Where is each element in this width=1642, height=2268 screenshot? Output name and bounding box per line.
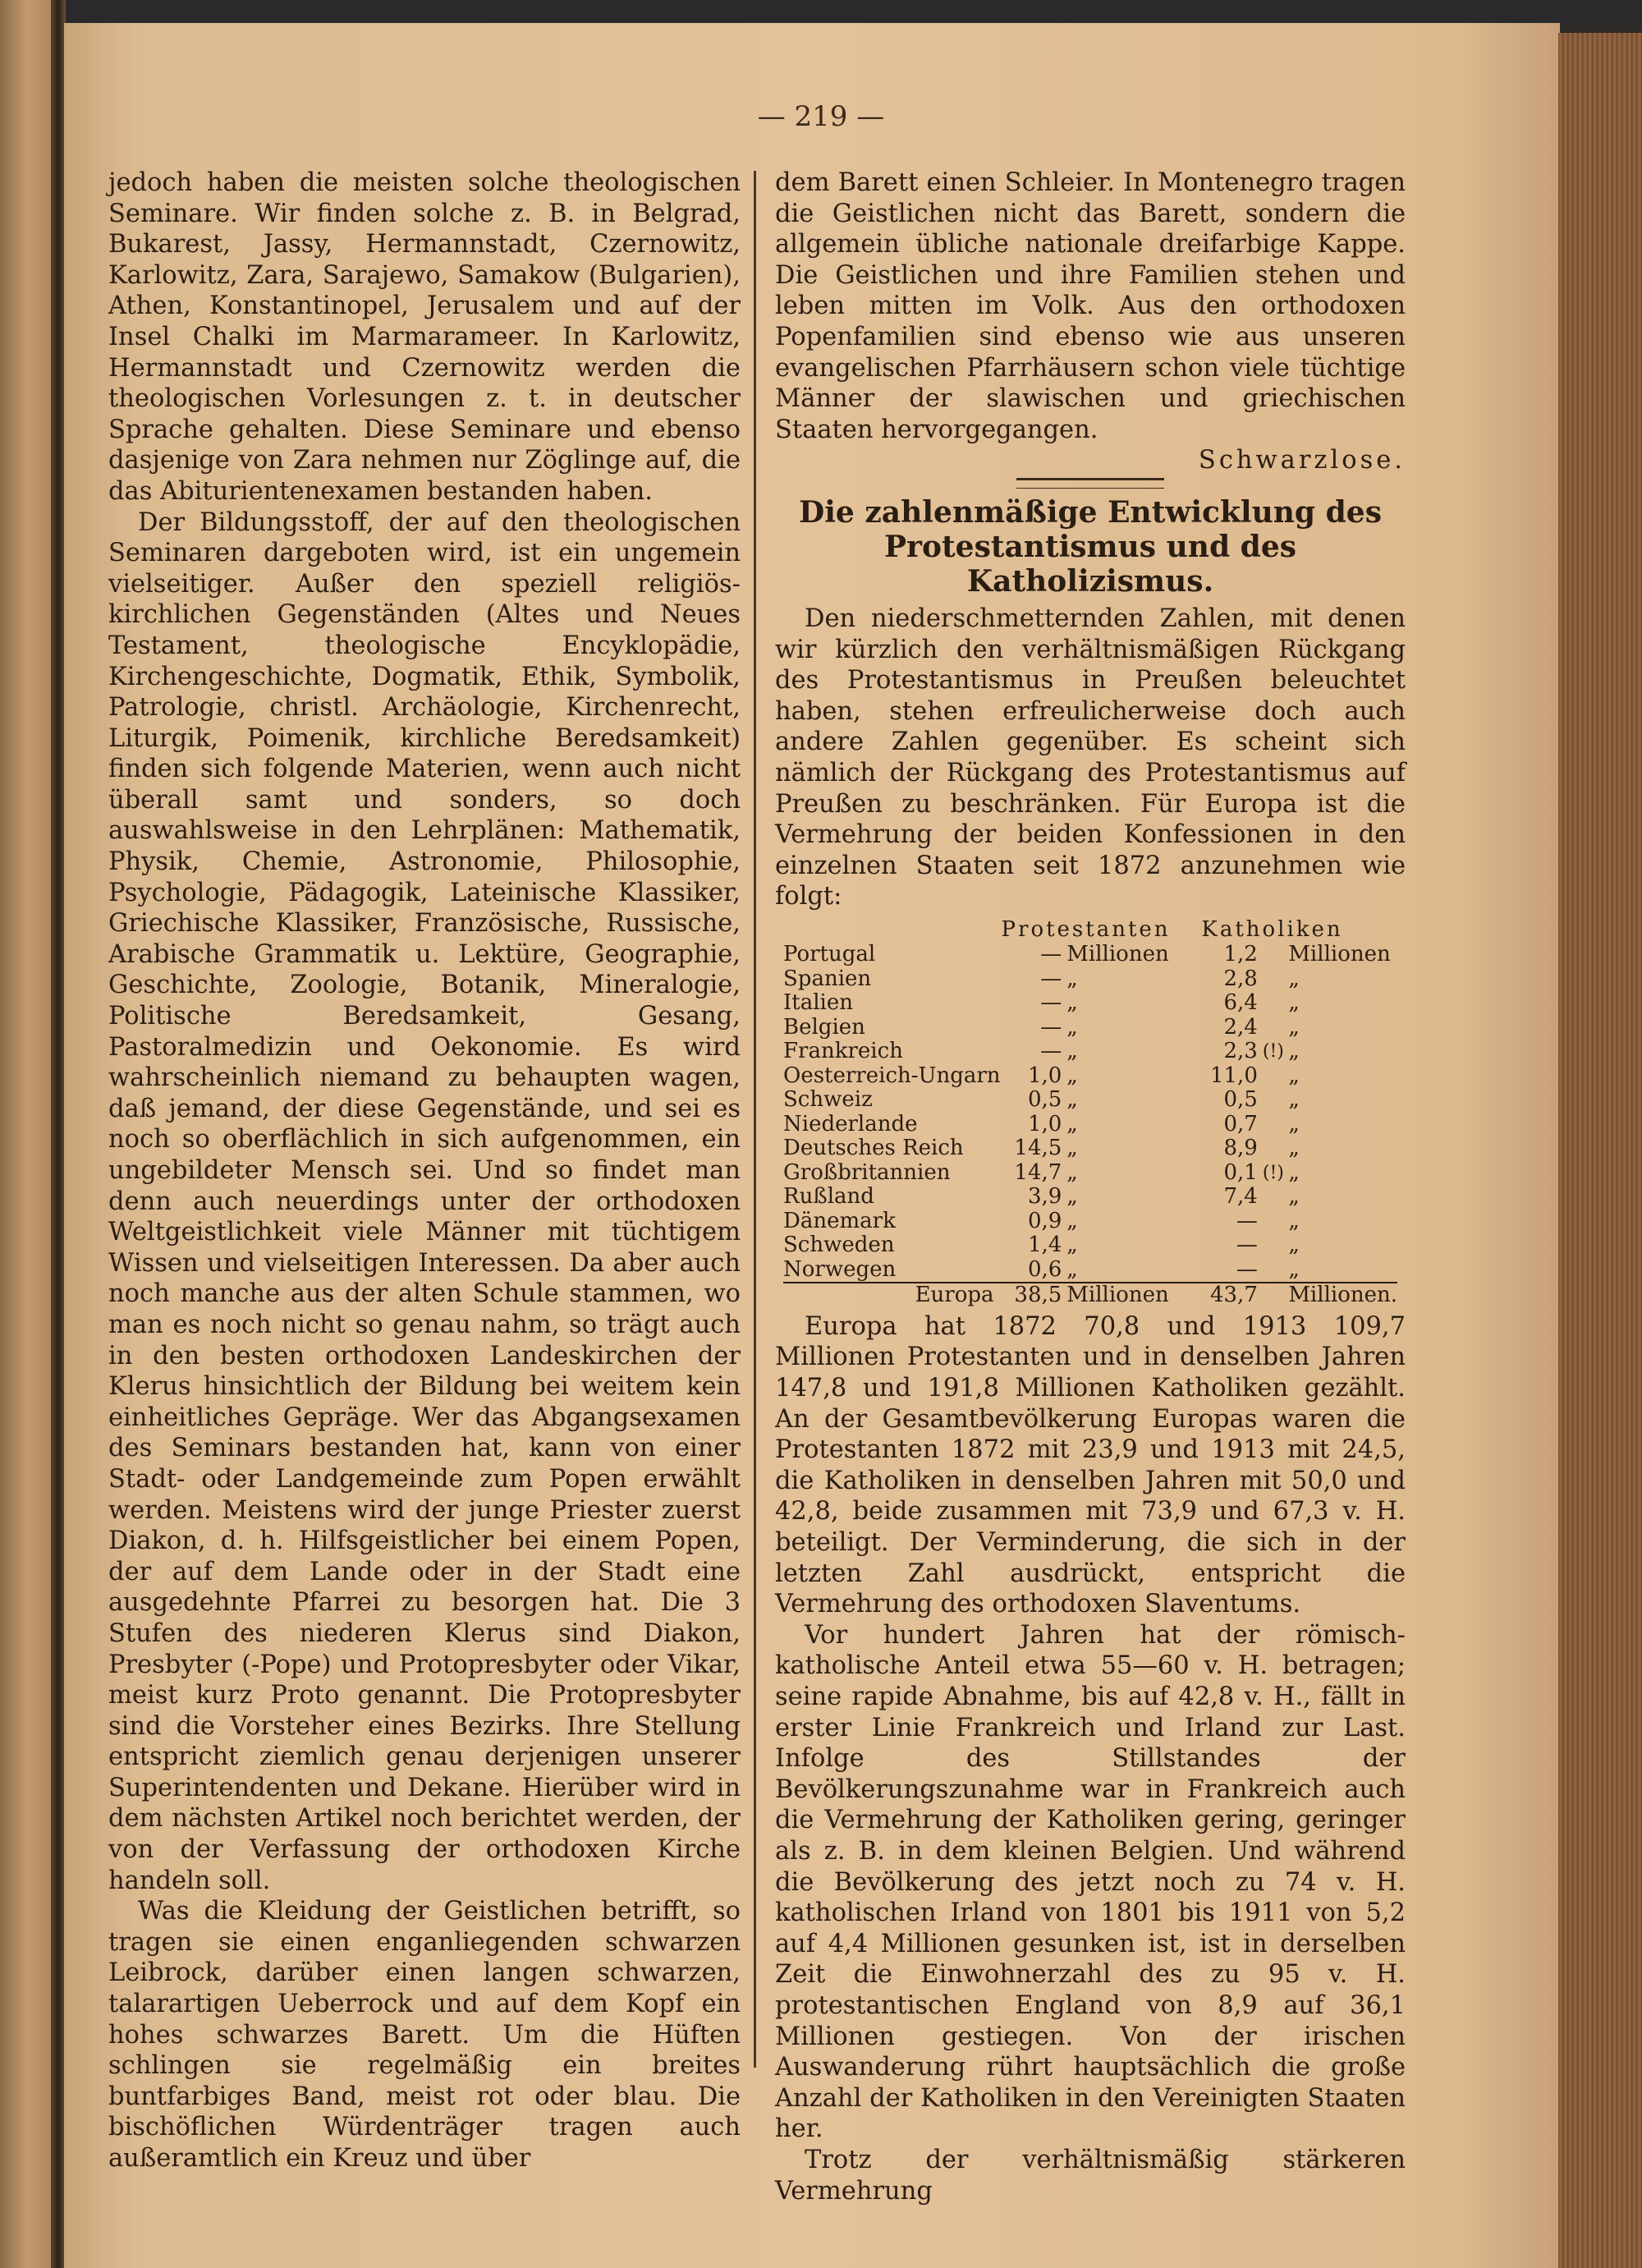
- author-signature: Schwarzlose.: [1198, 446, 1406, 475]
- protestants-unit-cell: Millionen: [1066, 942, 1169, 967]
- country-cell: Norwegen: [783, 1256, 897, 1282]
- catholics-cell: 2,8: [1223, 966, 1258, 991]
- catholics-mark-cell: [1263, 991, 1288, 1016]
- protestants-unit-cell: „: [1066, 1208, 1078, 1233]
- catholics-unit-cell: „: [1288, 1039, 1300, 1064]
- continued-paragraph: dem Barett einen Schleier. In Montenegro tragen die Geistlichen nicht das Barett, sondern die allgemein übliche nationale dreifarbige Kappe. Die Geistlichen und ihre Familien stehen und leben mitten im Volk. Aus den orthodoxen Popenfamilien sind ebenso wie aus unseren evangelischen Pfarrhäusern schon viele tüchtige Männer der slawischen und griechischen Staaten hervorgegangen.: [775, 168, 1406, 444]
- catholics-unit-cell: „: [1288, 1063, 1300, 1088]
- table-row: [783, 967, 1397, 992]
- left-paragraph-3: Was die Kleidung der Geistlichen betrifft, so tragen sie einen enganliegenden schwarzen Leibrock, darüber einen langen schwarzen, talarartigen Ueberrock und auf dem Kopf ein hohes schwarzes Barett. Um die Hüften schlingen sie regelmäßig ein breites buntfarbiges Band, meist rot oder blau. Die bischöflichen Würdenträger tragen auch außeramtlich ein Kreuz und über: [108, 1897, 741, 2173]
- catholics-mark-cell: [1263, 1064, 1288, 1089]
- country-cell: Rußland: [783, 1184, 874, 1210]
- country-cell: Belgien: [783, 1014, 865, 1040]
- protestants-cell: 0,5: [1027, 1087, 1062, 1113]
- protestants-unit-cell: „: [1066, 1014, 1078, 1040]
- header-catholics: Katholiken: [1201, 916, 1343, 942]
- catholics-mark-cell: [1263, 943, 1288, 967]
- country-cell: Schweden: [783, 1233, 895, 1258]
- catholics-cell: 11,0: [1209, 1063, 1258, 1088]
- table-body: [783, 943, 1397, 1283]
- protestants-cell: 1,4: [1027, 1233, 1062, 1258]
- catholics-mark-cell: [1263, 1113, 1288, 1137]
- country-cell: Großbritannien: [783, 1159, 951, 1185]
- protestants-unit-cell: „: [1066, 1184, 1078, 1210]
- country-cell: Spanien: [783, 966, 872, 991]
- table-row: [783, 943, 1397, 967]
- left-paragraph-1: jedoch haben die meisten solche theologischen Seminare. Wir finden solche z. B. in Belgrad, Bukarest, Jassy, Hermannstadt, Czernowitz, Karlowitz, Zara, Sarajewo, Samakow (Bulgarien), Athen, Konstantinopel, Jerusalem und auf der Insel Chalki im Marmarameer. In Karlowitz, Hermannstadt und Czernowitz werden die theologischen Vorlesungen z. t. in deutscher Sprache gehalten. Diese Seminare und ebenso dasjenige von Zara nehmen nur Zöglinge auf, die das Abiturientenexamen bestanden haben.: [108, 168, 741, 506]
- protestants-unit-cell: „: [1066, 1063, 1078, 1088]
- protestants-cell: —: [1040, 966, 1062, 991]
- table-row: [783, 1088, 1397, 1113]
- section-rule: [1016, 478, 1164, 489]
- table-row: [783, 1016, 1397, 1040]
- country-cell: Frankreich: [783, 1039, 903, 1064]
- catholics-cell: 8,9: [1223, 1136, 1258, 1161]
- catholics-unit-cell: „: [1288, 1159, 1300, 1185]
- country-cell: Dänemark: [783, 1208, 896, 1233]
- catholics-unit-cell: „: [1288, 1111, 1300, 1136]
- protestants-cell: 1,0: [1027, 1111, 1062, 1136]
- catholics-cell: 6,4: [1223, 990, 1258, 1016]
- table-row: [783, 1185, 1397, 1210]
- protestants-cell: —: [1040, 942, 1062, 967]
- protestants-cell: 3,9: [1027, 1184, 1062, 1210]
- protestants-cell: —: [1040, 990, 1062, 1016]
- catholics-cell: 0,1: [1223, 1159, 1258, 1185]
- table-row: [783, 1040, 1397, 1064]
- table-header-row: [783, 917, 1397, 943]
- protestants-cell: 14,5: [1014, 1136, 1062, 1161]
- right-column: [775, 168, 1406, 2206]
- protestants-unit-cell: „: [1066, 990, 1078, 1016]
- catholics-mark-cell: (!): [1262, 1162, 1284, 1183]
- catholics-unit-cell: „: [1288, 1136, 1300, 1161]
- catholics-mark-cell: [1263, 1233, 1288, 1258]
- protestants-unit-cell: „: [1066, 1233, 1078, 1258]
- protestants-unit-cell: „: [1066, 966, 1078, 991]
- left-column: [108, 168, 741, 2174]
- catholics-cell: —: [1236, 1233, 1258, 1258]
- article-heading-line-1: Die zahlenmäßige Entwicklung des: [799, 494, 1382, 530]
- article-paragraph-4: Trotz der verhältnismäßig stärkeren Vermehrung: [775, 2145, 1406, 2206]
- country-cell: Portugal: [783, 942, 876, 967]
- catholics-unit-cell: „: [1288, 1014, 1300, 1040]
- table-row: [783, 1113, 1397, 1137]
- total-catholics: 43,7: [1200, 1283, 1262, 1308]
- catholics-cell: 7,4: [1223, 1184, 1258, 1210]
- protestants-cell: —: [1040, 1039, 1062, 1064]
- protestants-cell: 14,7: [1014, 1159, 1062, 1185]
- protestants-unit-cell: „: [1066, 1039, 1078, 1064]
- catholics-unit-cell: „: [1288, 990, 1300, 1016]
- table-row: [783, 1210, 1397, 1234]
- catholics-unit-cell: Millionen: [1288, 942, 1391, 967]
- signature-line: [775, 445, 1406, 476]
- catholics-unit-cell: „: [1288, 1184, 1300, 1210]
- total-label: Europa: [783, 1283, 1001, 1308]
- catholics-mark-cell: [1263, 1210, 1288, 1234]
- table-row: [783, 991, 1397, 1016]
- catholics-mark-cell: [1263, 1016, 1288, 1040]
- protestants-unit-cell: „: [1066, 1087, 1078, 1113]
- article-heading-line-2: Protestantismus und des Katholizismus.: [883, 529, 1296, 599]
- page-block-edge: [1558, 33, 1642, 2268]
- catholics-cell: 2,4: [1223, 1014, 1258, 1040]
- protestants-unit-cell: „: [1066, 1256, 1078, 1282]
- country-cell: Italien: [783, 990, 853, 1016]
- catholics-mark-cell: [1263, 967, 1288, 992]
- catholics-cell: 2,3: [1223, 1039, 1258, 1064]
- protestants-cell: 0,9: [1027, 1208, 1062, 1233]
- catholics-unit-cell: „: [1288, 1256, 1300, 1282]
- table-row: [783, 1064, 1397, 1089]
- catholics-unit-cell: „: [1288, 1087, 1300, 1113]
- article-paragraph-3: Vor hundert Jahren hat der römisch-katholische Anteil etwa 55—60 v. H. betragen; seine rapide Abnahme, bis auf 42,8 v. H., fällt in erster Linie Frankreich und Irland zur Last. Infolge des Stillstandes der Bevölkerungszunahme war in Frankreich auch die Vermehrung der Katholiken gering, geringer als z. B. in dem kleinen Belgien. Und während die Bevölkerung des jetzt noch zu 74 v. H. katholischen Irland von 1801 bis 1911 von 5,2 auf 4,4 Millionen gesunken ist, ist in derselben Zeit die Einwohnerzahl des zu 95 v. H. protestantischen England von 8,9 auf 36,1 Millionen gestiegen. Von der irischen Auswanderung rührt hauptsächlich die große Anzahl der Katholiken in den Vereinigten Staaten her.: [775, 1620, 1406, 2144]
- total-protestants: 38,5: [1001, 1283, 1067, 1308]
- protestants-cell: 0,6: [1027, 1256, 1062, 1282]
- table-row: [783, 1233, 1397, 1258]
- catholics-mark-cell: [1263, 1136, 1288, 1161]
- country-cell: Oesterreich-Ungarn: [783, 1063, 1001, 1088]
- catholics-mark-cell: [1263, 1185, 1288, 1210]
- catholics-unit-cell: „: [1288, 966, 1300, 991]
- country-cell: Schweiz: [783, 1087, 873, 1113]
- catholics-mark-cell: (!): [1262, 1041, 1284, 1063]
- protestants-unit-cell: „: [1066, 1111, 1078, 1136]
- column-divider: [754, 171, 756, 2068]
- catholics-unit-cell: „: [1288, 1208, 1300, 1233]
- header-protestants: Protestanten: [1001, 916, 1171, 942]
- protestants-cell: 1,0: [1027, 1063, 1062, 1088]
- page-number: — 219 —: [757, 100, 885, 133]
- country-cell: Niederlande: [783, 1111, 918, 1136]
- catholics-mark-cell: [1263, 1258, 1288, 1283]
- table-total-row: [783, 1283, 1397, 1308]
- left-paragraph-2: Der Bildungsstoff, der auf den theologischen Seminaren dargeboten wird, ist ein ungemein vielseitiger. Außer den speziell religiös-kirchlichen Gegenständen (Altes und Neues Testament, theologische Encyklopädie, Kirchengeschichte, Dogmatik, Ethik, Symbolik, Patrologie, christl. Archäologie, Kirchenrecht, Liturgik, Poimenik, kirchliche Beredsamkeit) finden sich folgende Materien, wenn auch nicht überall samt und sonders, so doch auswahlsweise in den Lehrplänen: Mathematik, Physik, Chemie, Astronomie, Philosophie, Psychologie, Pädagogik, Lateinische Klassiker, Griechische Klassiker, Französische, Russische, Arabische Grammatik u. Lektüre, Geographie, Geschichte, Zoologie, Botanik, Mineralogie, Politische Beredsamkeit, Gesang, Pastoralmedizin und Oekonomie. Es wird wahrscheinlich niemand zu behaupten wagen, daß jemand, der diese Gegenstände, und sei es noch so oberflächlich in sich aufgenommen, ein ungebildeter Mensch sei. Und so findet man denn auch neuerdings unter der orthodoxen Weltgeistlichkeit viele Männer mit tüchtigem Wissen und vielseitigen Interessen. Da aber auch noch manche aus der alten Schule stammen, wo man es noch nicht so genau nahm, so trägt auch in den besten orthodoxen Landeskirchen der Klerus hinsichtlich der Bildung bei weitem kein einheitliches Gepräge. Wer das Abgangsexamen des Seminars bestanden hat, kann von einer Stadt- oder Landgemeinde zum Popen erwählt werden. Meistens wird der junge Priester zuerst Diakon, d. h. Hilfsgeistlicher bei einem Popen, der auf dem Lande oder in der Stadt eine ausgedehnte Pfarrei zu besorgen hat. Die 3 Stufen des niederen Klerus sind Diakon, Presbyter (-Pope) und Protopresbyter oder Vikar, meist kurz Proto genannt. Die Protopresbyter sind die Vorsteher eines Bezirks. Ihre Stellung entspricht ziemlich genau derjenigen unserer Superintendenten und Dekane. Hierüber wird in dem nächsten Artikel noch berichtet werden, der von der Verfassung der orthodoxen Kirche handeln soll.: [108, 507, 741, 1895]
- catholics-unit-cell: „: [1288, 1233, 1300, 1258]
- catholics-cell: —: [1236, 1256, 1258, 1282]
- catholics-mark-cell: [1263, 1088, 1288, 1113]
- article-heading: [775, 495, 1406, 599]
- table-row: [783, 1136, 1397, 1161]
- catholics-cell: 0,7: [1223, 1111, 1258, 1136]
- table-row: [783, 1161, 1397, 1186]
- country-cell: Deutsches Reich: [783, 1136, 964, 1161]
- protestants-unit-cell: „: [1066, 1159, 1078, 1185]
- article-paragraph-2: Europa hat 1872 70,8 und 1913 109,7 Millionen Protestanten und in denselben Jahren 147,8 und 191,8 Millionen Katholiken gezählt. An der Gesamtbevölkerung Europas waren die Protestanten 1872 mit 23,9 und 1913 mit 24,5, die Katholiken in denselben Jahren mit 50,0 und 42,8, beide zusammen mit 73,9 und 67,3 v. H. beteiligt. Der Verminderung, die sich in der letzten Zahl ausdrückt, entspricht die Vermehrung des orthodoxen Slaventums.: [775, 1311, 1406, 1619]
- protestants-cell: —: [1040, 1014, 1062, 1040]
- book-binding-top: [0, 0, 1642, 25]
- table-row: [783, 1258, 1397, 1283]
- catholics-cell: —: [1236, 1208, 1258, 1233]
- total-protestants-unit: Millionen: [1066, 1283, 1200, 1308]
- catholics-cell: 1,2: [1223, 942, 1258, 967]
- catholics-cell: 0,5: [1223, 1087, 1258, 1113]
- total-catholics-unit: Millionen.: [1288, 1283, 1397, 1308]
- protestants-unit-cell: „: [1066, 1136, 1078, 1161]
- article-paragraph-1: Den niederschmetternden Zahlen, mit denen wir kürzlich den verhältnismäßigen Rückgang des Protestantismus in Preußen beleuchtet haben, stehen erfreulicherweise doch auch andere Zahlen gegenüber. Es scheint sich nämlich der Rückgang des Protestantismus auf Preußen zu beschränken. Für Europa ist die Vermehrung der beiden Konfessionen in den einzelnen Staaten seit 1872 anzunehmen wie folgt:: [775, 604, 1406, 911]
- statistics-table: [783, 917, 1397, 1308]
